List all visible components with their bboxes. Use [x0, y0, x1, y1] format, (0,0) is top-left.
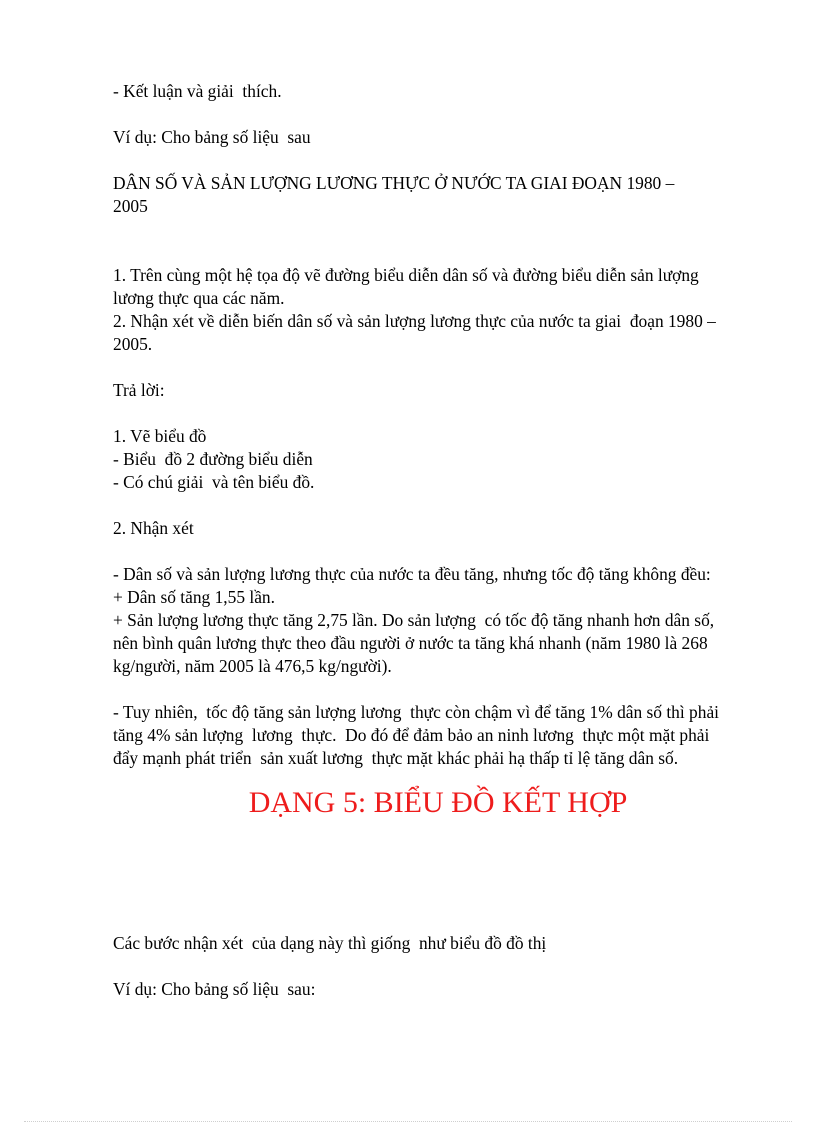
section-heading: DẠNG 5: BIỂU ĐỒ KẾT HỢP	[248, 786, 628, 819]
answer-2-title: 2. Nhận xét	[113, 518, 194, 538]
example-2-label: Ví dụ: Cho bảng số liệu sau:	[113, 979, 316, 999]
observation-4-line-2: tăng 4% sản lượng lương thực. Do đó để đảm bảo an ninh lương thực một mặt phải	[113, 725, 710, 745]
table-title-line-1: DÂN SỐ VÀ SẢN LƯỢNG LƯƠNG THỰC Ở NƯỚC TA GIAI ĐOẠN 1980 –	[113, 173, 675, 193]
document-body	[113, 80, 763, 999]
answer-1-item-1: - Biểu đồ 2 đường biểu diễn	[113, 449, 313, 469]
intro-line: - Kết luận và giải thích.	[113, 81, 282, 101]
answer-label: Trả lời:	[113, 380, 165, 400]
task-1-line-2: lương thực qua các năm.	[113, 288, 285, 308]
section-body	[113, 932, 763, 1001]
table-title-line-2: 2005	[113, 196, 148, 216]
task-2-line-2: 2005.	[113, 334, 153, 354]
observation-3-line-2: nên bình quân lương thực theo đầu người ở nước ta tăng khá nhanh (năm 1980 là 268	[113, 633, 708, 653]
task-2-line-1: 2. Nhận xét về diễn biến dân số và sản lượng lương thực của nước ta giai đoạn 1980 –	[113, 311, 716, 331]
observation-4-line-3: đẩy mạnh phát triển sản xuất lương thực mặt khác phải hạ thấp tỉ lệ tăng dân số.	[113, 748, 679, 768]
steps-note: Các bước nhận xét của dạng này thì giống như biểu đồ đồ thị	[113, 933, 547, 953]
observation-4-line-1: - Tuy nhiên, tốc độ tăng sản lượng lương thực còn chậm vì để tăng 1% dân số thì phải	[113, 702, 719, 722]
observation-3-line-1: + Sản lượng lương thực tăng 2,75 lần. Do sản lượng có tốc độ tăng nhanh hơn dân số,	[113, 610, 715, 630]
example-label: Ví dụ: Cho bảng số liệu sau	[113, 127, 311, 147]
answer-1-item-2: - Có chú giải và tên biểu đồ.	[113, 472, 315, 492]
observation-3-line-3: kg/người, năm 2005 là 476,5 kg/người).	[113, 656, 392, 676]
answer-1-title: 1. Vẽ biểu đồ	[113, 426, 207, 446]
task-1-line-1: 1. Trên cùng một hệ tọa độ vẽ đường biểu diễn dân số và đường biểu diễn sản lượng	[113, 265, 699, 285]
observation-2: + Dân số tăng 1,55 lần.	[113, 587, 275, 607]
observation-1: - Dân số và sản lượng lương thực của nước ta đều tăng, nhưng tốc độ tăng không đều:	[113, 564, 711, 584]
page-bottom-divider	[24, 1121, 792, 1122]
